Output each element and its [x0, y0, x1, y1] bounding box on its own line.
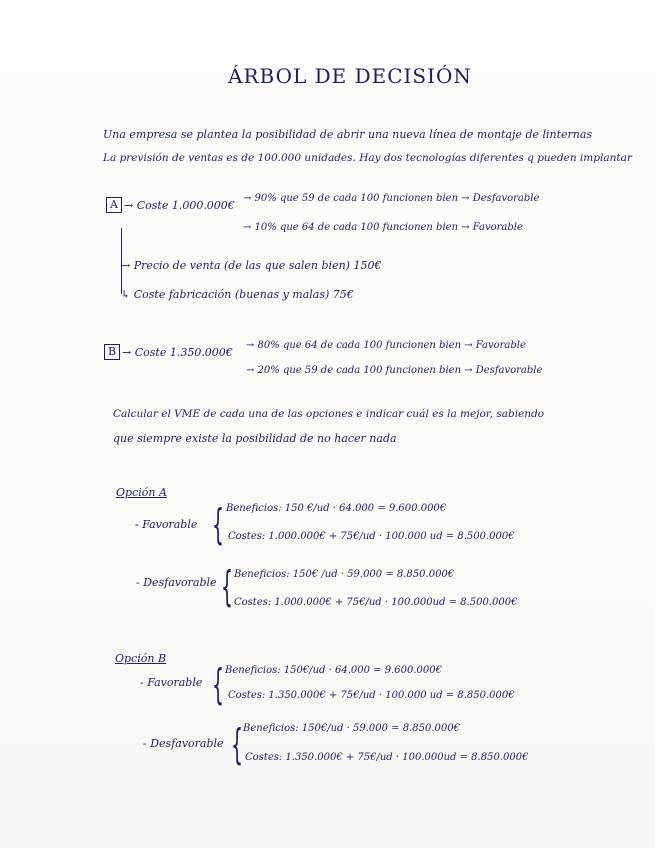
option-a-favorable-benefits: Beneficios: 150 €/ud · 64.000 = 9.600.000€ [226, 503, 447, 514]
option-b-box: B [104, 344, 120, 360]
option-a-cost: → Coste 1.000.000€ [124, 199, 235, 212]
question-line-2: que siempre existe la posibilidad de no hacer nada [113, 432, 397, 445]
option-b-unfavorable-label: - Desfavorable [143, 737, 224, 750]
option-a-prob-1: → 90% que 59 de cada 100 funcionen bien → Desfavorable [243, 193, 540, 204]
option-b-favorable-costs: Costes: 1.350.000€ + 75€/ud · 100.000 ud = 8.850.000€ [228, 690, 515, 701]
page-title: ÁRBOL DE DECISIÓN [228, 64, 472, 88]
option-a-prob-2: → 10% que 64 de cada 100 funcionen bien → Favorable [243, 222, 523, 233]
option-a-heading: Opción A [116, 486, 167, 499]
option-a-box: A [106, 197, 122, 213]
option-b-unfavorable-benefits: Beneficios: 150€/ud · 59.000 = 8.850.000€ [243, 723, 460, 734]
option-a-unfavorable-benefits: Beneficios: 150€ /ud · 59.000 = 8.850.000€ [234, 569, 455, 580]
option-a-fabrication: ↳ Coste fabricación (buenas y malas) 75€ [121, 288, 354, 301]
intro-line-2: La previsión de ventas es de 100.000 unidades. Hay dos tecnologías diferentes q pueden implantar [103, 152, 632, 164]
option-a-unfavorable-label: - Desfavorable [136, 576, 217, 589]
option-a-price: → Precio de venta (de las que salen bien) 150€ [121, 259, 382, 272]
option-b-favorable-brace: { [212, 660, 225, 709]
option-a-unfavorable-brace: { [221, 562, 234, 611]
option-b-unfavorable-costs: Costes: 1.350.000€ + 75€/ud · 100.000ud = 8.850.000€ [245, 752, 529, 763]
option-a-favorable-costs: Costes: 1.000.000€ + 75€/ud · 100.000 ud = 8.500.000€ [228, 531, 515, 542]
question-line-1: Calcular el VME de cada una de las opciones e indicar cuál es la mejor, sabiendo [113, 408, 545, 420]
option-b-heading: Opción B [115, 652, 167, 665]
option-a-unfavorable-costs: Costes: 1.000.000€ + 75€/ud · 100.000ud = 8.500.000€ [234, 597, 518, 608]
option-b-unfavorable-brace: { [231, 720, 244, 769]
option-b-favorable-label: - Favorable [140, 676, 203, 689]
option-a-favorable-brace: { [212, 500, 225, 549]
option-a-favorable-label: - Favorable [135, 518, 198, 531]
option-b-prob-2: → 20% que 59 de cada 100 funcionen bien → Desfavorable [246, 365, 543, 376]
option-b-cost: → Coste 1.350.000€ [122, 346, 233, 359]
option-b-prob-1: → 80% que 64 de cada 100 funcionen bien → Favorable [246, 340, 526, 351]
option-b-favorable-benefits: Beneficios: 150€/ud · 64.000 = 9.600.000€ [225, 665, 442, 676]
intro-line-1: Una empresa se plantea la posibilidad de abrir una nueva línea de montaje de linternas [103, 128, 593, 141]
